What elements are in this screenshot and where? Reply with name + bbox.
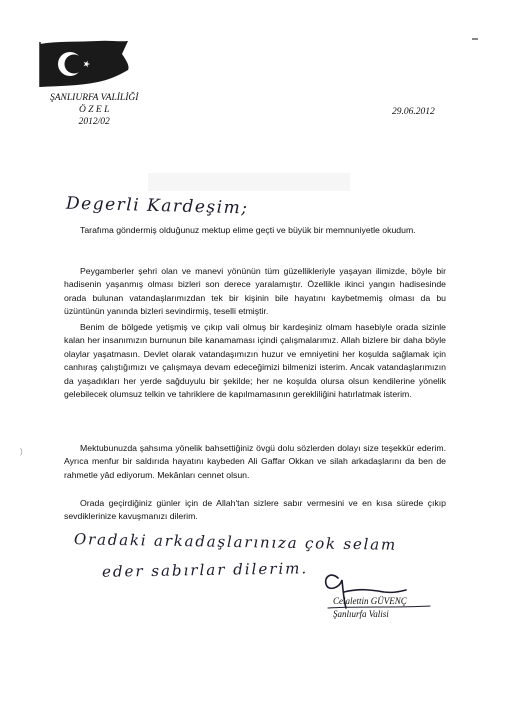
- letter-date: 29.06.2012: [392, 107, 435, 117]
- signer-title: Şanlıurfa Valisi: [333, 609, 389, 619]
- paragraph-4: Mektubunuzda şahsıma yönelik bahsettiğiniz övgü dolu sözlerden dolayı size teşekkür ederim. Ayrıca menfur bir saldırıda hayatını kaybeden Ali Gaffar Okkan ve silah arkadaşlarını da ben de rahmetle yâd ediyorum. Mekânları cennet olsun.: [64, 443, 446, 480]
- office-name: ŞANLIURFA VALİLİĞİ: [50, 93, 139, 103]
- handwritten-note-line-2: eder sabırlar dilerim.: [101, 559, 309, 581]
- classification: Ö Z E L: [79, 105, 110, 115]
- letterhead: [50, 92, 138, 128]
- signer-name: Celalettin GÜVENÇ: [333, 596, 407, 606]
- flag-emblem-icon: [38, 40, 130, 88]
- margin-mark: ): [20, 447, 23, 456]
- paragraph-2: Peygamberler şehri olan ve manevi yönünün tüm güzellikleriyle yaşayan ilimizde, böyle bir hadisenin yaşanmış olması bizleri son derece yaralamıştır. Özellikle ikinci yangın hadisesinde orada bulunan vatandaşlarımızdan tek bir kişinin bile hayatını kaybetmemiş olması da bu üzüntünün yanında bizleri sevindirmiş, teselli etmiştir.: [64, 266, 446, 317]
- paragraph-1: Tarafıma göndermiş olduğunuz mektup elime geçti ve büyük bir memnuniyetle okudum.: [80, 225, 416, 235]
- signature-block: [333, 595, 407, 621]
- handwritten-note-line-1: Oradaki arkadaşlarınıza çok selam: [73, 530, 398, 554]
- paragraph-3: Benim de bölgede yetişmiş ve çıkıp vali olmuş bir kardeşiniz olmam hasebiyle orada sizinle kalan her insanımızın burnunun bile kanamaması içindi çalışmalarımız. Allah bizlere bir daha böyle olaylar yaşatmasın. Devlet olarak vatandaşımızın huzur ve emniyetini her koşulda sağlamak için canhıraş çalıştığımızı ve çalışmaya devam edeceğimizi bilmenizi isterim. Ancak vatandaşlarımızın da yaşadıkları her yerde sağduyulu bir şekilde; her ne koşulda olursa olsun kendilerine yönelik gelebilecek olumsuz telkin ve tahriklere de kapılmamasının gerekliliğini hatırlatmak isterim.: [64, 322, 446, 400]
- paragraph-5: Orada geçirdiğiniz günler için de Allah'tan sizlere sabır vermesini ve en kısa sürede çıkıp sevdiklerinize kavuşmanızı dilerim.: [64, 498, 446, 522]
- reference-number: 2012/02: [78, 117, 110, 127]
- handwritten-greeting: Degerli Kardeşim;: [65, 193, 249, 219]
- redaction-strip: [148, 173, 350, 191]
- scan-speck: [472, 38, 478, 40]
